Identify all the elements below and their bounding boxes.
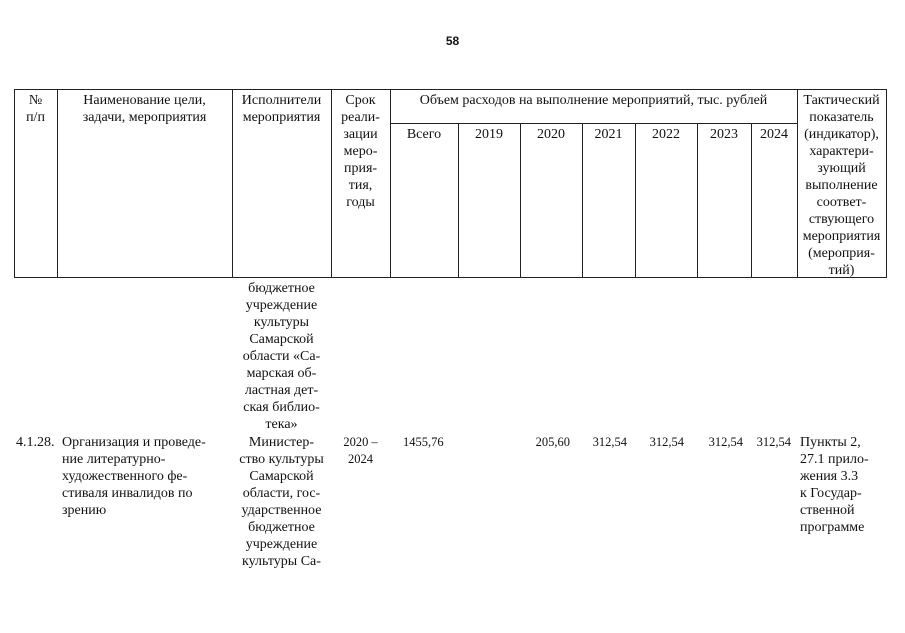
value-total: 1455,76: [403, 435, 444, 449]
row-number: 4.1.28.: [16, 435, 55, 450]
header-indicator: Тактический показатель (индикатор), характери- зующий выполнение соответ- ствующего мероприятия (мероприя- тий): [802, 93, 881, 278]
row-executors: Министер- ство культуры Самарской области, гос- ударственное бюджетное учреждение культуры Са-: [239, 435, 324, 569]
header-executors: Исполнители мероприятия: [241, 93, 322, 125]
header-year-total: Всего: [406, 127, 442, 142]
header-year-2023: 2023: [710, 127, 738, 142]
value-2024: 312,54: [756, 435, 791, 449]
header-term: Срок реали- зации меро- прия- тия, годы: [341, 93, 380, 210]
value-2022: 312,54: [649, 435, 684, 449]
row-indicator: Пункты 2, 27.1 прило- жения 3.3 к Государ- ственной программе: [800, 435, 869, 535]
value-2021: 312,54: [592, 435, 627, 449]
row-term: 2020 – 2024: [343, 435, 378, 466]
header-num: № п/п: [26, 93, 45, 125]
header-year-2021: 2021: [594, 127, 623, 142]
header-year-2022: 2022: [652, 127, 680, 142]
continued-executor-cell: бюджетное учреждение культуры Самарской области «Са- марская об- ластная дет- ская библио- тека»: [242, 281, 321, 432]
header-year-2019: 2019: [475, 127, 503, 142]
header-year-2020: 2020: [537, 127, 565, 142]
header-expenses: Объем расходов на выполнение мероприятий, тыс. рублей: [419, 93, 768, 108]
header-name: Наименование цели, задачи, мероприятия: [82, 93, 207, 125]
row-name: Организация и проведе- ние литературно- художественного фе- стиваля инвалидов по зрению: [62, 435, 206, 518]
value-2020: 205,60: [535, 435, 570, 449]
page-number: 58: [445, 34, 460, 48]
value-2023: 312,54: [708, 435, 743, 449]
header-year-2024: 2024: [760, 127, 788, 142]
